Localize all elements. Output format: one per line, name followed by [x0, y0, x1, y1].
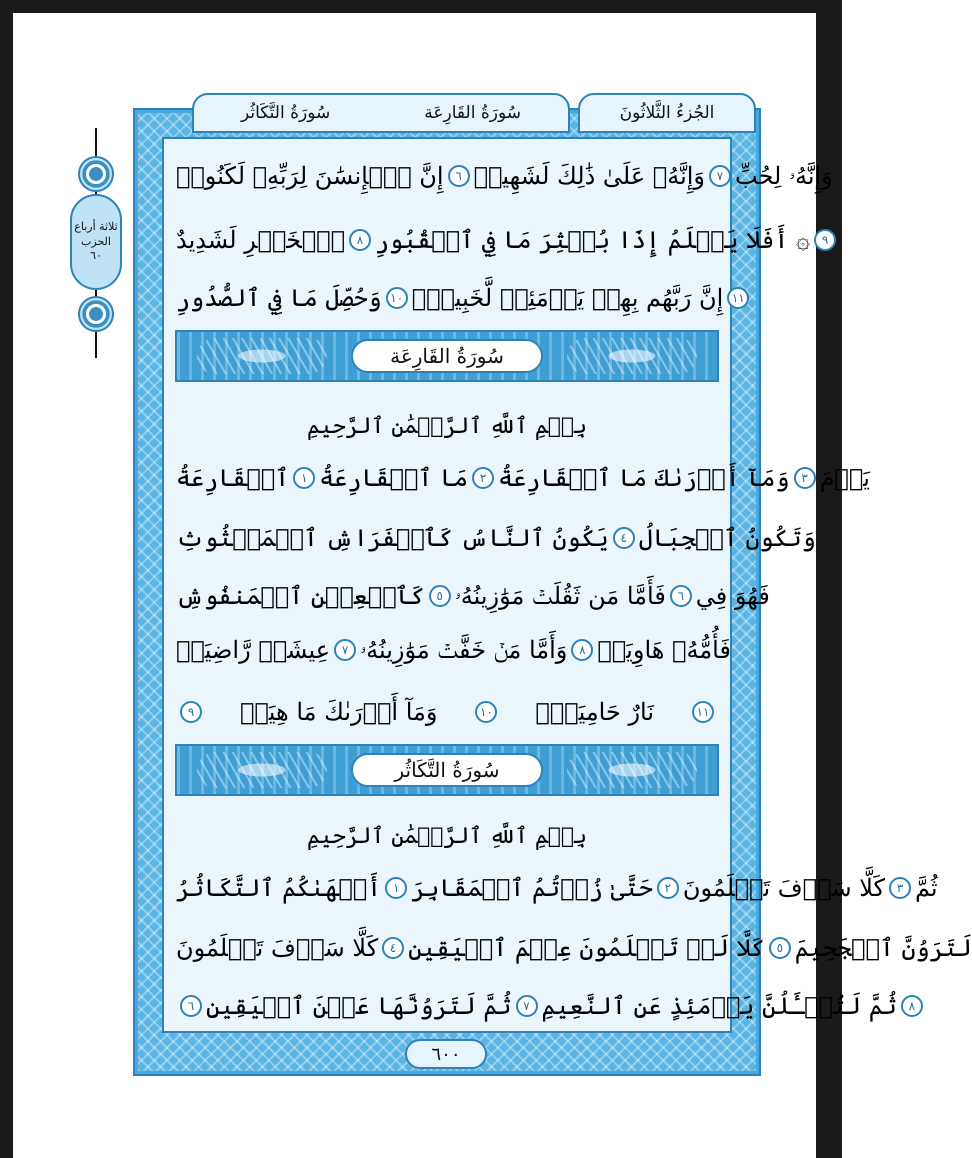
ayah-number-marker: ٣ — [794, 467, 816, 489]
hizb-marker-box — [70, 194, 122, 290]
ayah-number-marker: ٤ — [382, 937, 404, 959]
basmala: بِسۡمِ ٱللَّهِ ٱلرَّحۡمَٰنِ ٱلرَّحِيمِ — [306, 823, 588, 849]
ayah-number-marker: ٩ — [180, 701, 202, 723]
ayah-number-marker: ٦ — [448, 165, 470, 187]
ayah-number-marker: ٧ — [334, 639, 356, 661]
header-juz: الجُزءُ الثَّلاثُونَ — [619, 103, 715, 123]
ayah-number-marker: ٨ — [349, 229, 371, 251]
verse-line — [176, 272, 745, 324]
verse-text: حَتَّىٰ زُرۡتُمُ ٱلۡمَقَابِرَ — [411, 874, 653, 902]
verse-text: وَمَآ أَدۡرَىٰكَ مَا هِيَهۡ — [239, 698, 438, 726]
ayah-number-marker: ٢ — [472, 467, 494, 489]
hizb-quarter-label: ثلاثة أرباع — [74, 219, 118, 233]
rosette-ornament-icon — [78, 296, 114, 332]
arabesque-ornament-icon — [197, 338, 327, 374]
screen-edge-top — [0, 0, 842, 13]
header-surah-prev: سُورَةُ القَارِعَة — [424, 103, 521, 123]
ayah-number-marker: ٣ — [889, 877, 911, 899]
verse-line — [176, 452, 870, 504]
verse-text: ثُمَّ — [914, 874, 938, 902]
verse-text: ثُمَّ لَتُسۡـَٔلُنَّ يَوۡمَئِذٍ عَنِ ٱلنَّعِيمِ — [541, 992, 897, 1020]
ayah-number-marker: ٧ — [516, 995, 538, 1017]
ayah-number-marker: ٩ — [814, 229, 836, 251]
ayah-number-marker: ٢ — [657, 877, 679, 899]
screen-edge-left — [0, 0, 13, 1158]
verse-text: لَتَرَوُنَّ ٱلۡجَحِيمَ — [794, 934, 972, 962]
verse-text: ٱلۡخَيۡرِ لَشَدِيدٌ — [176, 226, 345, 254]
ayah-number-marker: ٥ — [769, 937, 791, 959]
verse-text: يَكُونُ ٱلنَّاسُ كَٱلۡفَرَاشِ ٱلۡمَبۡثُوثِ — [176, 524, 609, 552]
verse-line — [176, 862, 938, 914]
verse-text: فَهُوَ فِي — [695, 582, 770, 610]
verse-text: ۞ أَفَلَا يَعۡلَمُ إِذَا بُعۡثِرَ مَا فِي ٱلۡقُبُورِ — [374, 226, 811, 254]
ayah-number-marker: ١ — [385, 877, 407, 899]
header-surah-current: سُورَةُ التَّكَاثُر — [241, 103, 331, 123]
verse-text: وَإِنَّهُۥ عَلَىٰ ذَٰلِكَ لَشَهِيدٞ — [473, 162, 705, 190]
arabesque-ornament-icon — [567, 752, 697, 788]
verse-line — [176, 150, 833, 202]
surah-title: سُورَةُ التَّكَاثُر — [351, 753, 543, 787]
verse-text: نَارٌ حَامِيَةُۢ — [535, 698, 655, 726]
verse-line — [176, 922, 972, 974]
hizb-marker — [66, 128, 126, 358]
ayah-number-marker: ٨ — [571, 639, 593, 661]
hizb-number: ٦٠ — [90, 249, 102, 263]
verse-line — [176, 570, 770, 622]
basmala: بِسۡمِ ٱللَّهِ ٱلرَّحۡمَٰنِ ٱلرَّحِيمِ — [306, 413, 588, 439]
hizb-label: الحزب — [81, 234, 111, 248]
verse-text: كَلَّا لَوۡ تَعۡلَمُونَ عِلۡمَ ٱلۡيَقِينِ — [408, 934, 765, 962]
surah-banner-qaria — [175, 330, 719, 382]
verse-line — [176, 686, 718, 738]
verse-text: يَوۡمَ — [819, 464, 870, 492]
ayah-number-marker: ٤ — [613, 527, 635, 549]
verse-line — [176, 214, 829, 266]
verse-text: مَا ٱلۡقَارِعَةُ — [319, 464, 469, 492]
verse-line — [176, 980, 916, 1032]
ayah-number-marker: ٦ — [670, 585, 692, 607]
surah-banner-takathur — [175, 744, 719, 796]
verse-text: كَلَّا سَوۡفَ تَعۡلَمُونَ — [176, 934, 379, 962]
verse-line — [176, 624, 731, 676]
header-surah-tab — [192, 93, 570, 133]
header-juz-tab — [578, 93, 756, 133]
ayah-number-marker: ١ — [293, 467, 315, 489]
verse-text: فَأَمَّا مَن ثَقُلَتۡ مَوَٰزِينُهُۥ — [454, 582, 666, 610]
ayah-number-marker: ٨ — [901, 995, 923, 1017]
rosette-ornament-icon — [78, 156, 114, 192]
ayah-number-marker: ٥ — [429, 585, 451, 607]
verse-text: عِيشَةٖ رَّاضِيَةٖ — [176, 636, 331, 664]
verse-text: إِنَّ رَبَّهُم بِهِمۡ يَوۡمَئِذٖ لَّخَبِيرُۢ — [411, 284, 724, 312]
verse-text: كَلَّا سَوۡفَ تَعۡلَمُونَ — [682, 874, 885, 902]
ayah-number-marker: ١٠ — [386, 287, 408, 309]
verse-text: ٱلۡقَارِعَةُ — [176, 464, 290, 492]
ayah-number-marker: ١٠ — [475, 701, 497, 723]
verse-text: ثُمَّ لَتَرَوُنَّهَا عَيۡنَ ٱلۡيَقِينِ — [206, 992, 512, 1020]
verse-text: وَمَآ أَدۡرَىٰكَ مَا ٱلۡقَارِعَةُ — [498, 464, 790, 492]
ayah-number-marker: ١١ — [727, 287, 749, 309]
arabesque-ornament-icon — [197, 752, 327, 788]
verse-text: إِنَّ ٱلۡإِنسَٰنَ لِرَبِّهِۦ لَكَنُودٞ — [176, 162, 444, 190]
verse-text: وَحُصِّلَ مَا فِي ٱلصُّدُورِ — [176, 284, 382, 312]
verse-text: أَلۡهَىٰكُمُ ٱلتَّكَاثُرُ — [176, 874, 382, 902]
verse-text: كَٱلۡعِهۡنِ ٱلۡمَنفُوشِ — [176, 582, 425, 610]
surah-title: سُورَةُ القَارِعَة — [351, 339, 543, 373]
verse-line — [176, 512, 816, 564]
ayah-number-marker: ١١ — [692, 701, 714, 723]
ayah-number-marker: ٧ — [709, 165, 731, 187]
verse-text: وَأَمَّا مَنۡ خَفَّتۡ مَوَٰزِينُهُۥ — [360, 636, 568, 664]
arabesque-ornament-icon — [567, 338, 697, 374]
ayah-number-marker: ٦ — [180, 995, 202, 1017]
verse-text: وَتَكُونُ ٱلۡجِبَالُ — [638, 524, 816, 552]
verse-text: وَإِنَّهُۥ لِحُبِّ — [735, 162, 833, 190]
verse-text: فَأُمُّهُۥ هَاوِيَةٞ — [597, 636, 731, 664]
page-number: ٦٠٠ — [405, 1039, 487, 1069]
